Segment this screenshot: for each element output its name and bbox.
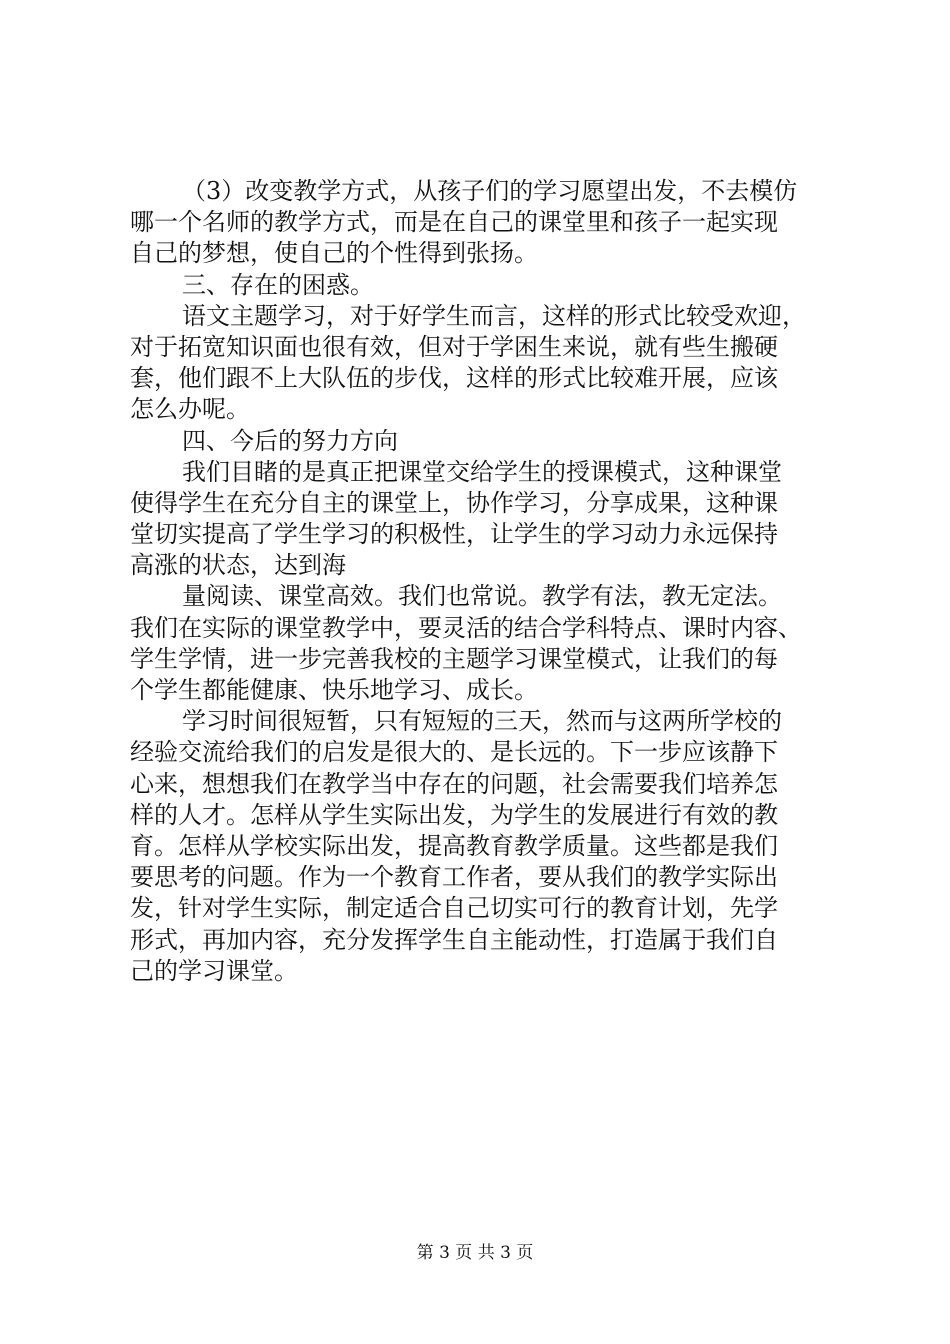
body-line: 样的人才。怎样从学生实际出发，为学生的发展进行有效的教 (130, 800, 778, 829)
body-line: 怎么办呢。 (130, 395, 250, 424)
body-line: 语文主题学习，对于好学生而言，这样的形式比较受欢迎， (182, 301, 806, 330)
body-line: 堂切实提高了学生学习的积极性，让学生的学习动力永远保持 (130, 520, 778, 549)
body-line: 个学生都能健康、快乐地学习、成长。 (130, 676, 538, 704)
body-line: 使得学生在充分自主的课堂上，协作学习，分享成果，这种课 (130, 488, 778, 517)
body-line: 学生学情，进一步完善我校的主题学习课堂模式，让我们的每 (130, 644, 778, 673)
document-body (130, 176, 830, 987)
section-heading: 三、存在的困惑。 (182, 270, 374, 299)
body-line: 要思考的问题。作为一个教育工作者，要从我们的教学实际出 (130, 863, 778, 892)
body-line: 己的学习课堂。 (130, 956, 298, 985)
body-line: 对于拓宽知识面也很有效，但对于学困生来说，就有些生搬硬 (130, 332, 778, 361)
section-heading: 四、今后的努力方向 (182, 426, 398, 455)
body-line: （3）改变教学方式，从孩子们的学习愿望出发，不去模仿 (182, 177, 798, 205)
body-line: 形式，再加内容，充分发挥学生自主能动性，打造属于我们自 (130, 925, 778, 954)
body-line: 育。怎样从学校实际出发，提高教育教学质量。这些都是我们 (130, 831, 778, 860)
body-line: 自己的梦想，使自己的个性得到张扬。 (130, 239, 538, 268)
body-line: 我们目睹的是真正把课堂交给学生的授课模式，这种课堂 (182, 457, 782, 486)
body-line: 高涨的状态，达到海 (130, 551, 346, 580)
body-line: 发，针对学生实际，制定适合自己切实可行的教育计划，先学 (130, 894, 778, 923)
body-line: 心来，想想我们在教学当中存在的问题，社会需要我们培养怎 (130, 769, 778, 798)
body-line: 套，他们跟不上大队伍的步伐，这样的形式比较难开展，应该 (130, 364, 778, 393)
body-line: 哪一个名师的教学方式，而是在自己的课堂里和孩子一起实现 (130, 208, 778, 237)
body-line: 我们在实际的课堂教学中，要灵活的结合学科特点、课时内容、 (130, 613, 802, 642)
body-line: 量阅读、课堂高效。我们也常说。教学有法，教无定法。 (182, 582, 782, 611)
page-footer: 第 3 页 共 3 页 (416, 1243, 534, 1263)
body-line: 学习时间很短暂，只有短短的三天，然而与这两所学校的 (182, 707, 782, 736)
body-line: 经验交流给我们的启发是很大的、是长远的。下一步应该静下 (130, 738, 778, 767)
